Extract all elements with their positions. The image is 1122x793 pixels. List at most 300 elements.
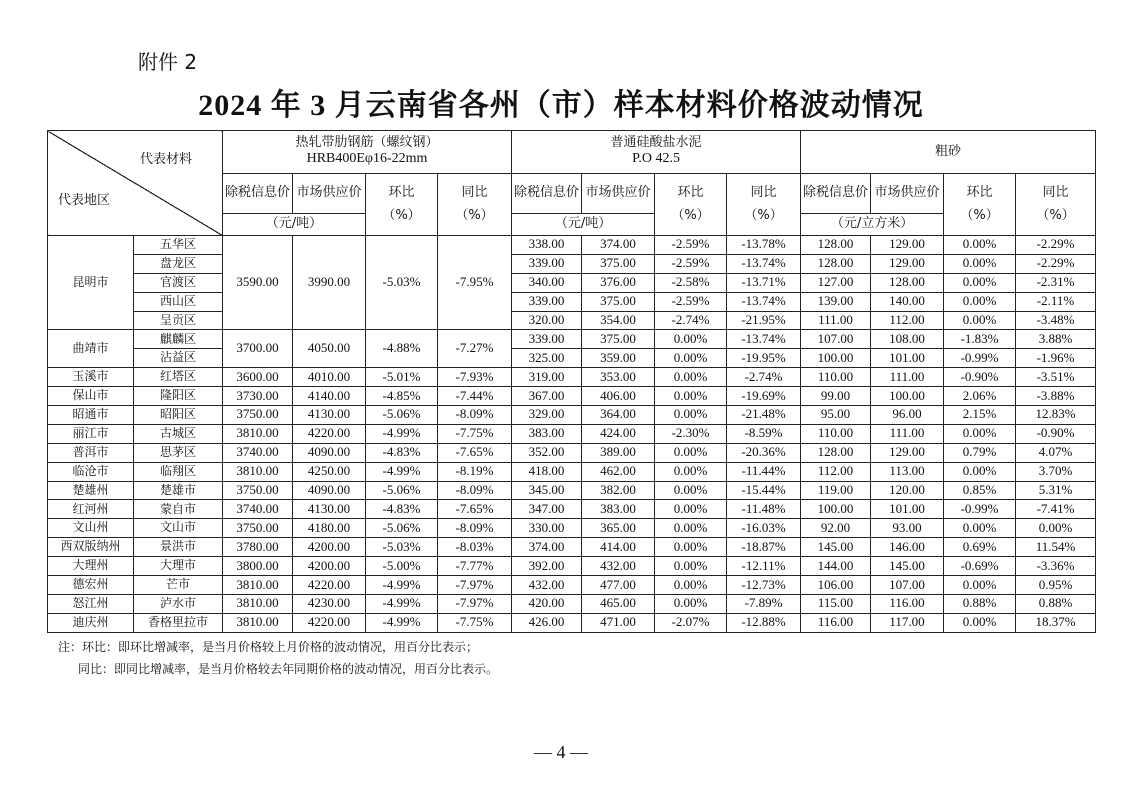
col-yoy <box>1016 174 1096 236</box>
rebar-cell: 4130.00 <box>293 500 366 519</box>
group-header-sand <box>801 131 1096 174</box>
table-row <box>48 236 1096 255</box>
table-row <box>48 443 1096 462</box>
sand-cell: 0.00% <box>944 462 1016 481</box>
corner-region-label: 代表地区 <box>58 193 111 209</box>
sand-cell: 100.00 <box>801 349 871 368</box>
cement-cell: -19.95% <box>727 349 801 368</box>
rebar-cell: 3810.00 <box>223 613 293 632</box>
cement-cell: 375.00 <box>582 254 655 273</box>
city-cell: 玉溪市 <box>48 368 134 387</box>
rebar-cell: -8.09% <box>438 481 512 500</box>
col-mom <box>655 174 727 236</box>
sand-cell: 95.00 <box>801 406 871 425</box>
col-yoy-label: 同比 <box>750 184 777 200</box>
group-spec: HRB400Eφ16-22mm <box>306 151 428 167</box>
sand-cell: 107.00 <box>871 576 944 595</box>
district-cell: 红塔区 <box>134 368 223 387</box>
cement-cell: -21.48% <box>727 406 801 425</box>
sand-cell: 146.00 <box>871 538 944 557</box>
sand-cell: 139.00 <box>801 292 871 311</box>
page-number: — 4 — <box>534 742 588 762</box>
cement-cell: -13.74% <box>727 292 801 311</box>
sand-cell: -0.90% <box>944 368 1016 387</box>
cement-cell: -16.03% <box>727 519 801 538</box>
sand-cell: 96.00 <box>871 406 944 425</box>
cement-cell: -13.78% <box>727 236 801 255</box>
sand-cell: 112.00 <box>801 462 871 481</box>
col-tax-price: 除税信息价 <box>801 174 871 214</box>
rebar-cell: 3740.00 <box>223 500 293 519</box>
cement-cell: 375.00 <box>582 330 655 349</box>
city-cell: 西双版纳州 <box>48 538 134 557</box>
table-row <box>48 292 1096 311</box>
cement-cell: 367.00 <box>512 387 582 406</box>
sand-cell: 101.00 <box>871 349 944 368</box>
sand-cell: -2.29% <box>1016 254 1096 273</box>
sand-cell: 0.00% <box>944 254 1016 273</box>
rebar-cell: -4.99% <box>366 613 438 632</box>
group-name: 热轧带肋钢筋（螺纹钢） <box>295 135 439 151</box>
col-market-price: 市场供应价 <box>293 174 366 214</box>
sand-cell: 5.31% <box>1016 481 1096 500</box>
city-cell: 楚雄州 <box>48 481 134 500</box>
table-row <box>48 330 1096 349</box>
sand-cell: -0.90% <box>1016 424 1096 443</box>
city-cell: 曲靖市 <box>48 330 134 368</box>
rebar-cell: -5.03% <box>366 538 438 557</box>
sand-cell: 111.00 <box>871 368 944 387</box>
sand-cell: -0.69% <box>944 557 1016 576</box>
district-cell: 麒麟区 <box>134 330 223 349</box>
col-pct: （%） <box>960 207 999 223</box>
rebar-cell: 4200.00 <box>293 538 366 557</box>
sand-cell: -0.99% <box>944 349 1016 368</box>
rebar-cell: 4130.00 <box>293 406 366 425</box>
cement-cell: 376.00 <box>582 273 655 292</box>
sand-cell: -7.41% <box>1016 500 1096 519</box>
cement-cell: 414.00 <box>582 538 655 557</box>
cement-cell: -8.59% <box>727 424 801 443</box>
sand-cell: 107.00 <box>801 330 871 349</box>
rebar-cell: -7.75% <box>438 613 512 632</box>
group-header-rebar <box>223 131 512 174</box>
rebar-cell: -5.06% <box>366 519 438 538</box>
col-tax-price: 除税信息价 <box>512 174 582 214</box>
cement-cell: 375.00 <box>582 292 655 311</box>
cement-cell: 364.00 <box>582 406 655 425</box>
district-cell: 西山区 <box>134 292 223 311</box>
cement-cell: -13.74% <box>727 330 801 349</box>
rebar-cell: 3700.00 <box>223 330 293 368</box>
rebar-cell: -5.01% <box>366 368 438 387</box>
rebar-cell: -7.44% <box>438 387 512 406</box>
group-name: 粗砂 <box>935 143 962 159</box>
sand-cell: 144.00 <box>801 557 871 576</box>
table-row <box>48 349 1096 368</box>
cement-cell: 340.00 <box>512 273 582 292</box>
rebar-cell: -7.77% <box>438 557 512 576</box>
sand-cell: 128.00 <box>801 254 871 273</box>
group-spec: P.O 42.5 <box>632 151 680 167</box>
cement-cell: -12.11% <box>727 557 801 576</box>
cement-cell: 0.00% <box>655 538 727 557</box>
col-market-price: 市场供应价 <box>582 174 655 214</box>
cement-cell: 319.00 <box>512 368 582 387</box>
cement-cell: -13.71% <box>727 273 801 292</box>
cement-cell: 0.00% <box>655 594 727 613</box>
sand-cell: 99.00 <box>801 387 871 406</box>
city-cell: 保山市 <box>48 387 134 406</box>
cement-cell: -2.07% <box>655 613 727 632</box>
sand-cell: -3.88% <box>1016 387 1096 406</box>
unit-label: （元/立方米） <box>801 214 944 236</box>
sand-cell: 0.00% <box>1016 519 1096 538</box>
rebar-cell: 4090.00 <box>293 481 366 500</box>
rebar-cell: -4.88% <box>366 330 438 368</box>
rebar-cell: -4.99% <box>366 576 438 595</box>
rebar-cell: -4.83% <box>366 500 438 519</box>
rebar-cell: -5.00% <box>366 557 438 576</box>
rebar-cell: -8.19% <box>438 462 512 481</box>
cement-cell: -18.87% <box>727 538 801 557</box>
cement-cell: -12.88% <box>727 613 801 632</box>
district-cell: 盘龙区 <box>134 254 223 273</box>
sand-cell: 115.00 <box>801 594 871 613</box>
district-cell: 昭阳区 <box>134 406 223 425</box>
rebar-cell: 3990.00 <box>293 236 366 330</box>
corner-material-label: 代表材料 <box>139 152 192 167</box>
district-cell: 古城区 <box>134 424 223 443</box>
col-mom-label: 环比 <box>388 184 415 200</box>
sand-cell: 106.00 <box>801 576 871 595</box>
table-row <box>48 424 1096 443</box>
table-body <box>48 236 1096 633</box>
sand-cell: 113.00 <box>871 462 944 481</box>
rebar-cell: -5.06% <box>366 481 438 500</box>
cement-cell: 325.00 <box>512 349 582 368</box>
cement-cell: -15.44% <box>727 481 801 500</box>
city-cell: 红河州 <box>48 500 134 519</box>
sand-cell: -3.51% <box>1016 368 1096 387</box>
cement-cell: -2.59% <box>655 292 727 311</box>
col-mom-label: 环比 <box>966 184 993 200</box>
price-table <box>47 130 1096 633</box>
rebar-cell: 4220.00 <box>293 576 366 595</box>
district-cell: 临翔区 <box>134 462 223 481</box>
rebar-cell: -8.03% <box>438 538 512 557</box>
cement-cell: -11.48% <box>727 500 801 519</box>
city-cell: 普洱市 <box>48 443 134 462</box>
sand-cell: 128.00 <box>801 236 871 255</box>
cement-cell: 424.00 <box>582 424 655 443</box>
sand-cell: 92.00 <box>801 519 871 538</box>
sand-cell: 140.00 <box>871 292 944 311</box>
cement-cell: -2.59% <box>655 236 727 255</box>
cement-cell: 339.00 <box>512 292 582 311</box>
cement-cell: 320.00 <box>512 311 582 330</box>
sand-cell: -3.36% <box>1016 557 1096 576</box>
cement-cell: 0.00% <box>655 443 727 462</box>
cement-cell: 432.00 <box>512 576 582 595</box>
sand-cell: 129.00 <box>871 236 944 255</box>
cement-cell: 471.00 <box>582 613 655 632</box>
sand-cell: 0.00% <box>944 311 1016 330</box>
sand-cell: 116.00 <box>871 594 944 613</box>
unit-label: （元/吨） <box>223 214 366 236</box>
sand-cell: 3.88% <box>1016 330 1096 349</box>
cement-cell: 426.00 <box>512 613 582 632</box>
rebar-cell: -7.95% <box>438 236 512 330</box>
table-row <box>48 481 1096 500</box>
cement-cell: 0.00% <box>655 330 727 349</box>
sand-cell: 111.00 <box>871 424 944 443</box>
col-yoy <box>438 174 512 236</box>
sand-cell: -3.48% <box>1016 311 1096 330</box>
rebar-cell: 4250.00 <box>293 462 366 481</box>
col-mom-label: 环比 <box>677 184 704 200</box>
sand-cell: 127.00 <box>801 273 871 292</box>
note-yoy: 同比：即同比增减率，是当月价格较去年同期价格的波动情况，用百分比表示。 <box>78 662 499 676</box>
sand-cell: 100.00 <box>871 387 944 406</box>
sand-cell: 0.00% <box>944 424 1016 443</box>
sand-cell: 0.00% <box>944 292 1016 311</box>
cement-cell: -2.74% <box>655 311 727 330</box>
sand-cell: 112.00 <box>871 311 944 330</box>
district-cell: 五华区 <box>134 236 223 255</box>
col-tax-price: 除税信息价 <box>223 174 293 214</box>
sand-cell: -0.99% <box>944 500 1016 519</box>
sand-cell: 128.00 <box>801 443 871 462</box>
sand-cell: 120.00 <box>871 481 944 500</box>
cement-cell: 0.00% <box>655 387 727 406</box>
cement-cell: 420.00 <box>512 594 582 613</box>
sand-cell: 11.54% <box>1016 538 1096 557</box>
cement-cell: 477.00 <box>582 576 655 595</box>
col-yoy-label: 同比 <box>461 184 488 200</box>
table-row <box>48 594 1096 613</box>
cement-cell: 406.00 <box>582 387 655 406</box>
rebar-cell: -7.65% <box>438 443 512 462</box>
cement-cell: 374.00 <box>512 538 582 557</box>
cement-cell: 418.00 <box>512 462 582 481</box>
city-cell: 怒江州 <box>48 594 134 613</box>
sand-cell: 129.00 <box>871 443 944 462</box>
cement-cell: 462.00 <box>582 462 655 481</box>
sand-cell: 0.00% <box>944 519 1016 538</box>
sand-cell: 0.85% <box>944 481 1016 500</box>
col-yoy <box>727 174 801 236</box>
city-cell: 临沧市 <box>48 462 134 481</box>
rebar-cell: 3780.00 <box>223 538 293 557</box>
group-header-cement <box>512 131 801 174</box>
sand-cell: 129.00 <box>871 254 944 273</box>
sand-cell: 0.00% <box>944 273 1016 292</box>
sand-cell: 0.88% <box>1016 594 1096 613</box>
rebar-cell: -4.99% <box>366 594 438 613</box>
city-cell: 迪庆州 <box>48 613 134 632</box>
col-yoy-label: 同比 <box>1042 184 1069 200</box>
cement-cell: -2.74% <box>727 368 801 387</box>
city-cell: 德宏州 <box>48 576 134 595</box>
table-row <box>48 519 1096 538</box>
table-row <box>48 273 1096 292</box>
rebar-cell: 3810.00 <box>223 462 293 481</box>
sand-cell: 2.06% <box>944 387 1016 406</box>
col-pct: （%） <box>1036 207 1075 223</box>
rebar-cell: -7.97% <box>438 594 512 613</box>
rebar-cell: -4.99% <box>366 424 438 443</box>
rebar-cell: 4140.00 <box>293 387 366 406</box>
district-cell: 大理市 <box>134 557 223 576</box>
district-cell: 蒙自市 <box>134 500 223 519</box>
district-cell: 沾益区 <box>134 349 223 368</box>
sand-cell: 0.79% <box>944 443 1016 462</box>
sand-cell: 0.00% <box>944 236 1016 255</box>
table-row <box>48 557 1096 576</box>
rebar-cell: 3600.00 <box>223 368 293 387</box>
cement-cell: 0.00% <box>655 481 727 500</box>
district-cell: 芒市 <box>134 576 223 595</box>
rebar-cell: 3750.00 <box>223 406 293 425</box>
cement-cell: -12.73% <box>727 576 801 595</box>
cement-cell: -13.74% <box>727 254 801 273</box>
sand-cell: -2.31% <box>1016 273 1096 292</box>
rebar-cell: -4.99% <box>366 462 438 481</box>
rebar-cell: -8.09% <box>438 519 512 538</box>
cement-cell: -2.59% <box>655 254 727 273</box>
cement-cell: 383.00 <box>512 424 582 443</box>
cement-cell: 392.00 <box>512 557 582 576</box>
cement-cell: 338.00 <box>512 236 582 255</box>
sand-cell: 2.15% <box>944 406 1016 425</box>
cement-cell: 339.00 <box>512 330 582 349</box>
cement-cell: 0.00% <box>655 519 727 538</box>
district-cell: 呈贡区 <box>134 311 223 330</box>
cement-cell: -7.89% <box>727 594 801 613</box>
sand-cell: 101.00 <box>871 500 944 519</box>
cement-cell: 347.00 <box>512 500 582 519</box>
cement-cell: 0.00% <box>655 557 727 576</box>
cement-cell: 354.00 <box>582 311 655 330</box>
table-row <box>48 576 1096 595</box>
cement-cell: 374.00 <box>582 236 655 255</box>
rebar-cell: -5.06% <box>366 406 438 425</box>
sand-cell: -1.83% <box>944 330 1016 349</box>
rebar-cell: -7.97% <box>438 576 512 595</box>
cement-cell: 365.00 <box>582 519 655 538</box>
cement-cell: 0.00% <box>655 368 727 387</box>
rebar-cell: 4180.00 <box>293 519 366 538</box>
rebar-cell: 4230.00 <box>293 594 366 613</box>
cement-cell: 389.00 <box>582 443 655 462</box>
sand-cell: 100.00 <box>801 500 871 519</box>
page-title: 2024 年 3 月云南省各州（市）样本材料价格波动情况 <box>198 89 924 122</box>
sand-cell: -2.11% <box>1016 292 1096 311</box>
cement-cell: -2.30% <box>655 424 727 443</box>
sand-cell: -1.96% <box>1016 349 1096 368</box>
col-pct: （%） <box>744 207 783 223</box>
notes <box>58 636 498 680</box>
district-cell: 隆阳区 <box>134 387 223 406</box>
note-mom: 注：环比：即环比增减率，是当月价格较上月价格的波动情况，用百分比表示； <box>58 640 479 654</box>
city-cell: 文山州 <box>48 519 134 538</box>
col-market-price: 市场供应价 <box>871 174 944 214</box>
rebar-cell: 4220.00 <box>293 613 366 632</box>
district-cell: 香格里拉市 <box>134 613 223 632</box>
cement-cell: 382.00 <box>582 481 655 500</box>
sand-cell: -2.29% <box>1016 236 1096 255</box>
district-cell: 思茅区 <box>134 443 223 462</box>
rebar-cell: -8.09% <box>438 406 512 425</box>
rebar-cell: -4.85% <box>366 387 438 406</box>
table-row <box>48 368 1096 387</box>
rebar-cell: 4220.00 <box>293 424 366 443</box>
table-row <box>48 500 1096 519</box>
sand-cell: 12.83% <box>1016 406 1096 425</box>
rebar-cell: 4010.00 <box>293 368 366 387</box>
sand-cell: 4.07% <box>1016 443 1096 462</box>
sand-cell: 128.00 <box>871 273 944 292</box>
sand-cell: 111.00 <box>801 311 871 330</box>
cement-cell: -11.44% <box>727 462 801 481</box>
rebar-cell: 3590.00 <box>223 236 293 330</box>
cement-cell: -2.58% <box>655 273 727 292</box>
sand-cell: 0.00% <box>944 613 1016 632</box>
sand-cell: 0.95% <box>1016 576 1096 595</box>
rebar-cell: 4090.00 <box>293 443 366 462</box>
sand-cell: 0.69% <box>944 538 1016 557</box>
attachment-label: 附件 2 <box>138 50 198 74</box>
sand-cell: 110.00 <box>801 368 871 387</box>
district-cell: 泸水市 <box>134 594 223 613</box>
cement-cell: 0.00% <box>655 406 727 425</box>
rebar-cell: -7.65% <box>438 500 512 519</box>
table-row <box>48 538 1096 557</box>
cement-cell: 353.00 <box>582 368 655 387</box>
table-row <box>48 613 1096 632</box>
district-cell: 文山市 <box>134 519 223 538</box>
cement-cell: -19.69% <box>727 387 801 406</box>
cement-cell: 0.00% <box>655 576 727 595</box>
cement-cell: 345.00 <box>512 481 582 500</box>
cement-cell: -20.36% <box>727 443 801 462</box>
rebar-cell: 3800.00 <box>223 557 293 576</box>
sand-cell: 145.00 <box>871 557 944 576</box>
col-pct: （%） <box>382 207 421 223</box>
cement-cell: 465.00 <box>582 594 655 613</box>
col-pct: （%） <box>671 207 710 223</box>
rebar-cell: 3740.00 <box>223 443 293 462</box>
cement-cell: 0.00% <box>655 500 727 519</box>
city-cell: 昆明市 <box>48 236 134 330</box>
city-cell: 昭通市 <box>48 406 134 425</box>
table-row <box>48 406 1096 425</box>
table-row <box>48 462 1096 481</box>
cement-cell: 0.00% <box>655 462 727 481</box>
rebar-cell: 3750.00 <box>223 519 293 538</box>
cement-cell: -21.95% <box>727 311 801 330</box>
cement-cell: 359.00 <box>582 349 655 368</box>
sand-cell: 119.00 <box>801 481 871 500</box>
rebar-cell: 4050.00 <box>293 330 366 368</box>
sand-cell: 18.37% <box>1016 613 1096 632</box>
rebar-cell: -5.03% <box>366 236 438 330</box>
rebar-cell: -7.75% <box>438 424 512 443</box>
sand-cell: 3.70% <box>1016 462 1096 481</box>
cement-cell: 383.00 <box>582 500 655 519</box>
district-cell: 景洪市 <box>134 538 223 557</box>
